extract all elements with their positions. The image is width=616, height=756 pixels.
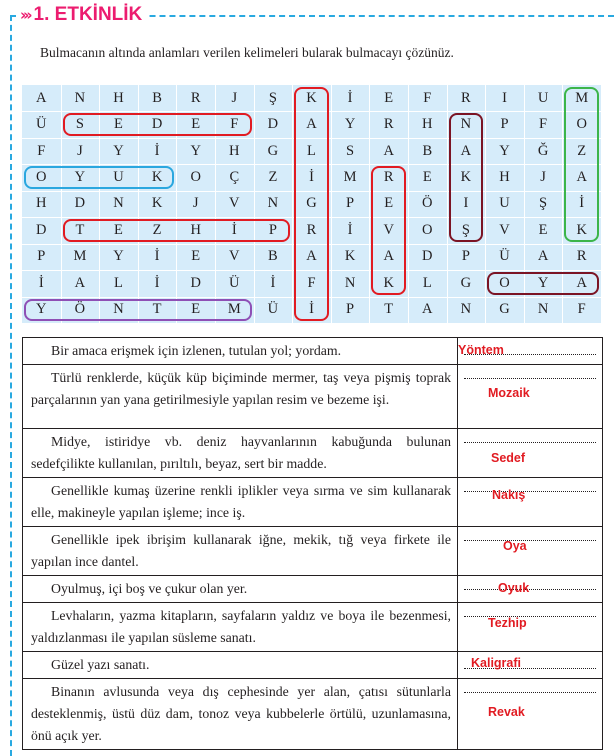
grid-cell: E bbox=[384, 89, 394, 106]
activity-title: 1. ETKİNLİK bbox=[33, 4, 143, 25]
answer-dotted-line bbox=[464, 540, 596, 541]
grid-cell: K bbox=[306, 89, 317, 106]
clue-cell bbox=[23, 429, 458, 478]
clue-definition: Bir amaca erişmek için izlenen, tutulan yol; yordam. bbox=[51, 343, 342, 358]
clue-row bbox=[23, 603, 603, 652]
handwritten-answer: Oyuk bbox=[498, 581, 530, 595]
grid-cell: R bbox=[576, 248, 587, 265]
clue-row bbox=[23, 429, 603, 478]
clue-cell bbox=[23, 478, 458, 527]
grid-cell: J bbox=[192, 195, 199, 212]
grid-cell: E bbox=[191, 116, 201, 133]
answer-cell bbox=[458, 478, 603, 527]
grid-cell: M bbox=[343, 169, 357, 186]
grid-cell: I bbox=[502, 89, 507, 106]
grid-cell: N bbox=[460, 301, 472, 318]
grid-cell: S bbox=[346, 142, 355, 159]
grid-cell: O bbox=[576, 116, 587, 133]
grid-cell: Ç bbox=[229, 169, 240, 186]
grid-cell: İ bbox=[309, 301, 314, 318]
grid-cell: P bbox=[37, 248, 46, 265]
clue-row bbox=[23, 338, 603, 365]
grid-cell: T bbox=[152, 301, 162, 318]
grid-cell: L bbox=[114, 274, 123, 291]
grid-cell: F bbox=[577, 301, 586, 318]
grid-cell: Y bbox=[344, 116, 356, 133]
answer-cell bbox=[458, 679, 603, 750]
clue-cell bbox=[23, 576, 458, 603]
grid-cell: Y bbox=[113, 142, 124, 159]
grid-cell: Y bbox=[537, 274, 549, 291]
arrows-icon: ››› bbox=[20, 6, 30, 24]
grid-cell: İ bbox=[231, 221, 237, 238]
grid-cell: Ş bbox=[539, 195, 548, 212]
grid-cell: N bbox=[537, 301, 549, 318]
grid-cell: P bbox=[346, 301, 355, 318]
grid-cell: H bbox=[422, 116, 433, 133]
grid-cell: N bbox=[113, 301, 124, 318]
handwritten-answer: Sedef bbox=[491, 451, 526, 465]
handwritten-answer: Mozaik bbox=[488, 386, 530, 400]
answer-dotted-line bbox=[464, 616, 596, 617]
grid-cell: Ü bbox=[229, 274, 240, 291]
grid-cell: B bbox=[152, 89, 162, 106]
grid-cell: İ bbox=[38, 274, 44, 291]
grid-cell: K bbox=[383, 274, 394, 291]
answer-dotted-line bbox=[464, 378, 596, 379]
grid-cell: D bbox=[151, 116, 163, 133]
grid-cell: P bbox=[346, 195, 355, 212]
grid-cell: F bbox=[307, 274, 316, 291]
grid-cell: İ bbox=[347, 221, 353, 238]
clue-cell bbox=[23, 679, 458, 750]
grid-cell: D bbox=[267, 116, 279, 133]
grid-cell: D bbox=[422, 248, 433, 265]
clue-row bbox=[23, 652, 603, 679]
word-highlight bbox=[24, 166, 174, 188]
grid-cell: V bbox=[229, 248, 240, 265]
handwritten-answer: Oya bbox=[503, 539, 527, 553]
grid-cell: E bbox=[191, 248, 201, 265]
clue-definition: Güzel yazı sanatı. bbox=[51, 657, 150, 672]
grid-cell: İ bbox=[579, 195, 585, 212]
grid-cell: Z bbox=[152, 221, 162, 238]
grid-cell: F bbox=[37, 142, 46, 159]
answer-cell bbox=[458, 603, 603, 652]
grid-cell: H bbox=[190, 221, 201, 238]
grid-cell: T bbox=[384, 301, 394, 318]
grid-cell: İ bbox=[154, 248, 160, 265]
grid-cell: Z bbox=[577, 142, 587, 159]
grid-cell: H bbox=[113, 89, 124, 106]
clue-definition: Binanın avlusunda veya dış cephesinde yer alan, çatısı sütunlarla desteklenmiş, üstü düz dam, tonoz veya kubbelerle örtülü, uzunlamasına, önü açık yer. bbox=[31, 684, 451, 743]
handwritten-answer: Kaligrafi bbox=[471, 656, 522, 670]
word-highlight bbox=[564, 87, 599, 242]
grid-cell: B bbox=[422, 142, 433, 159]
grid-cell: İ bbox=[347, 89, 353, 106]
answer-cell bbox=[458, 365, 603, 429]
grid-cell: T bbox=[75, 221, 85, 238]
instruction-text: Bulmacanın altında anlamları verilen kelimeleri bularak bulmacayı çözünüz. bbox=[40, 45, 454, 60]
grid-cell: N bbox=[267, 195, 279, 212]
grid-cell: G bbox=[499, 301, 510, 318]
grid-cell: A bbox=[460, 142, 472, 159]
grid-cell: V bbox=[383, 221, 394, 238]
grid-cell: R bbox=[461, 89, 471, 106]
grid-cell: Ğ bbox=[537, 142, 549, 159]
answer-dotted-line bbox=[464, 589, 596, 590]
grid-cell: V bbox=[499, 221, 510, 238]
grid-cell: H bbox=[36, 195, 47, 212]
grid-cell: A bbox=[383, 142, 394, 159]
grid-cell: U bbox=[113, 169, 124, 186]
clue-definition: Türlü renklerde, küçük küp biçiminde mermer, taş veya pişmiş toprak parçalarının yan yana getirilmesiyle yapılan resim ve bezeme işi. bbox=[31, 370, 451, 407]
grid-cell: E bbox=[191, 301, 201, 318]
grid-cell: S bbox=[75, 116, 84, 133]
grid-cell: E bbox=[538, 221, 548, 238]
clue-row bbox=[23, 478, 603, 527]
clue-definition: Genellikle ipek ibrişim kullanarak iğne, mekik, tığ veya firkete ile yapılan ince dantel. bbox=[31, 532, 451, 569]
grid-cell: A bbox=[383, 248, 394, 265]
grid-cell: M bbox=[575, 89, 589, 106]
word-highlight bbox=[371, 166, 406, 294]
grid-cell: E bbox=[384, 195, 394, 212]
grid-cell: K bbox=[151, 195, 163, 212]
grid-cell: K bbox=[576, 221, 587, 238]
grid-cell: Ü bbox=[36, 116, 47, 133]
grid-cell: F bbox=[423, 89, 432, 106]
answer-dotted-line bbox=[464, 692, 596, 693]
grid-cell: Ü bbox=[499, 248, 510, 265]
grid-cell: İ bbox=[154, 142, 160, 159]
grid-cell: B bbox=[268, 248, 278, 265]
word-highlight bbox=[24, 299, 252, 321]
clue-row bbox=[23, 365, 603, 429]
grid-cell: K bbox=[460, 169, 472, 186]
clue-cell bbox=[23, 365, 458, 429]
answer-cell bbox=[458, 576, 603, 603]
grid-cell: Y bbox=[74, 169, 86, 186]
clue-cell bbox=[23, 652, 458, 679]
grid-cell: J bbox=[231, 89, 238, 106]
word-highlight bbox=[63, 219, 291, 241]
handwritten-answer: Tezhip bbox=[488, 616, 527, 630]
frame-left-border bbox=[10, 15, 12, 756]
grid-cell: Y bbox=[36, 301, 47, 318]
grid-cell: Ö bbox=[422, 195, 433, 212]
grid-cell: A bbox=[576, 274, 587, 291]
grid-cell: A bbox=[576, 169, 587, 186]
grid-cell: J bbox=[540, 169, 546, 186]
grid-cell: F bbox=[230, 116, 239, 133]
clue-table bbox=[22, 337, 603, 750]
grid-cell: N bbox=[74, 89, 86, 106]
grid-cell: I bbox=[463, 195, 469, 212]
grid-cell: Ö bbox=[74, 301, 86, 318]
grid-cell: Ü bbox=[267, 301, 279, 318]
grid-cell: Ş bbox=[461, 221, 470, 238]
grid-cell: J bbox=[77, 142, 83, 159]
grid-cell: Z bbox=[268, 169, 278, 186]
grid-cell: O bbox=[422, 221, 433, 238]
grid-cell: N bbox=[113, 195, 124, 212]
word-highlight bbox=[63, 113, 252, 135]
grid-cell: O bbox=[499, 274, 510, 291]
grid-cell: D bbox=[190, 274, 201, 291]
clue-cell bbox=[23, 338, 458, 365]
grid-cell: Y bbox=[113, 248, 124, 265]
handwritten-answer: Yöntem bbox=[458, 343, 504, 357]
grid-cell: N bbox=[460, 116, 472, 133]
grid-cell: E bbox=[114, 116, 123, 133]
grid-cell: Y bbox=[190, 142, 201, 159]
word-search-grid bbox=[22, 85, 601, 323]
grid-cell: A bbox=[36, 89, 47, 106]
grid-cell: E bbox=[114, 221, 123, 238]
grid-cell: G bbox=[267, 142, 279, 159]
clue-definition: Levhaların, yazma kitapların, sayfaların yaldız ve boya ile bezenmesi, yaldızlanması ile yapılan süsleme sanatı. bbox=[31, 608, 451, 645]
answer-dotted-line bbox=[464, 491, 596, 492]
clue-definition: Oyulmuş, içi boş ve çukur olan yer. bbox=[51, 581, 248, 596]
grid-cell: H bbox=[499, 169, 510, 186]
grid-cell: A bbox=[74, 274, 86, 291]
grid-cell: P bbox=[461, 248, 470, 265]
grid-cell: İ bbox=[270, 274, 276, 291]
activity-header bbox=[18, 2, 148, 28]
grid-cell: H bbox=[229, 142, 240, 159]
answer-cell bbox=[458, 429, 603, 478]
grid-cell: G bbox=[306, 195, 317, 212]
grid-cell: K bbox=[151, 169, 163, 186]
grid-cell: D bbox=[74, 195, 86, 212]
grid-cell: E bbox=[422, 169, 432, 186]
grid-cell: A bbox=[422, 301, 433, 318]
grid-cell: Ş bbox=[268, 89, 277, 106]
clue-cell bbox=[23, 527, 458, 576]
grid-cell: R bbox=[306, 221, 317, 238]
grid-cell: V bbox=[229, 195, 240, 212]
word-highlight bbox=[294, 87, 329, 321]
answer-cell bbox=[458, 338, 603, 365]
grid-cell: N bbox=[344, 274, 356, 291]
clue-row bbox=[23, 679, 603, 750]
grid-cell: A bbox=[537, 248, 549, 265]
handwritten-answer: Revak bbox=[488, 705, 525, 719]
word-highlight bbox=[487, 272, 599, 294]
clue-row bbox=[23, 576, 603, 603]
grid-cell: U bbox=[499, 195, 510, 212]
grid-cell: P bbox=[500, 116, 509, 133]
grid-cell: D bbox=[36, 221, 47, 238]
grid-cell: U bbox=[537, 89, 549, 106]
grid-cell: L bbox=[422, 274, 432, 291]
answer-cell bbox=[458, 652, 603, 679]
grid-cell: R bbox=[383, 169, 394, 186]
clue-definition: Midye, istiridye vb. deniz hayvanlarının kabuğunda bulunan sedefçilikte kullanılan, pırıltılı, beyaz, sert bir madde. bbox=[31, 434, 451, 471]
grid-cell: A bbox=[306, 116, 317, 133]
grid-cell: M bbox=[73, 248, 87, 265]
grid-cell: İ bbox=[154, 274, 160, 291]
answer-dotted-line bbox=[464, 442, 596, 443]
grid-cell: K bbox=[344, 248, 356, 265]
clue-cell bbox=[23, 603, 458, 652]
grid-cell: L bbox=[307, 142, 316, 159]
grid-cell: İ bbox=[309, 169, 314, 186]
answer-cell bbox=[458, 527, 603, 576]
grid-cell: F bbox=[539, 116, 548, 133]
clue-definition: Genellikle kumaş üzerine renkli iplikler veya sırma ve sim kullanarak elle, makineyle yapılan işleme; ince iş. bbox=[31, 483, 451, 520]
clue-row bbox=[23, 527, 603, 576]
grid-cell: G bbox=[460, 274, 472, 291]
grid-cell: P bbox=[268, 221, 277, 238]
grid-cell: O bbox=[36, 169, 47, 186]
grid-cell: M bbox=[227, 301, 241, 318]
grid-cell: R bbox=[383, 116, 394, 133]
grid-cell: O bbox=[190, 169, 201, 186]
grid-cell: A bbox=[306, 248, 317, 265]
word-highlight bbox=[449, 113, 484, 241]
grid-cell: Y bbox=[499, 142, 510, 159]
grid-cell: R bbox=[190, 89, 201, 106]
handwritten-answer: Nakış bbox=[492, 488, 526, 502]
